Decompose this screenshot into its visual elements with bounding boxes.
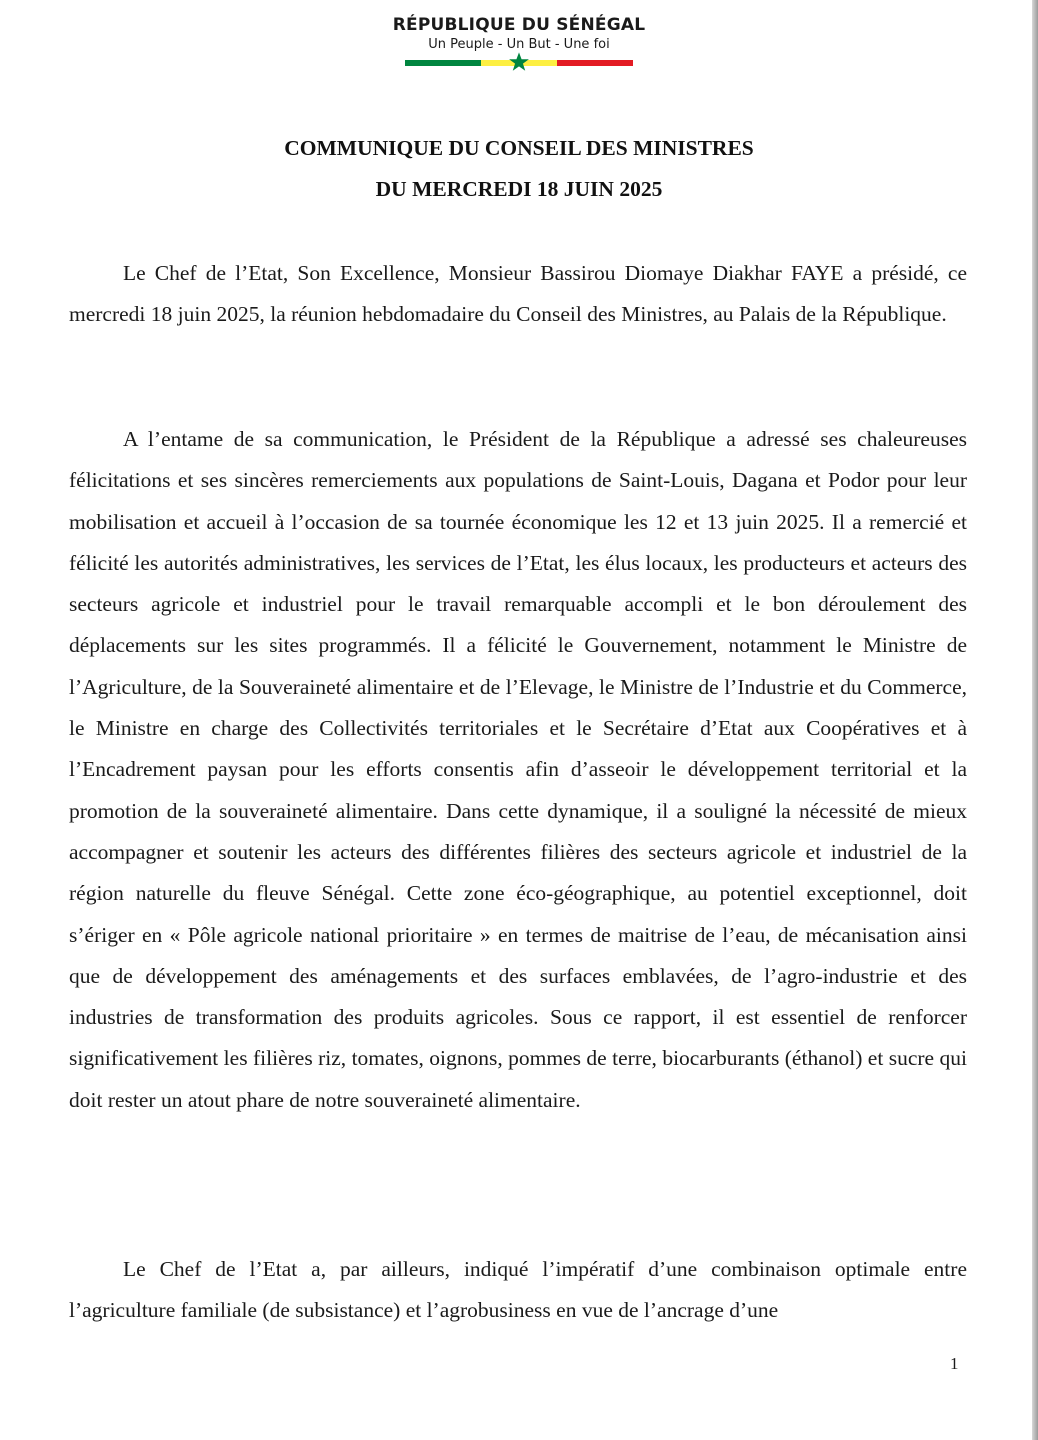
document-title: COMMUNIQUE DU CONSEIL DES MINISTRES (284, 136, 754, 160)
flag-stripe (405, 60, 633, 66)
star-icon (508, 51, 530, 73)
page-number: 1 (950, 1354, 959, 1373)
flag-red-segment (557, 60, 633, 66)
page-edge-shadow (1032, 0, 1038, 1440)
flag-green-segment (405, 60, 481, 66)
letterhead (0, 14, 1038, 66)
country-name: RÉPUBLIQUE DU SÉNÉGAL (392, 15, 646, 35)
document-subtitle: DU MERCREDI 18 JUIN 2025 (375, 177, 663, 201)
paragraph-text: Le Chef de l’Etat, Son Excellence, Monsieur Bassirou Diomaye Diakhar FAYE a présidé, ce mercredi 18 juin 2025, la réunion hebdomadaire du Conseil des Ministres, au Palais de la République. (69, 261, 967, 327)
body-paragraph (69, 253, 967, 336)
body-paragraph (69, 419, 967, 1121)
national-motto: Un Peuple - Un But - Une foi (428, 37, 610, 52)
paragraph-text: Le Chef de l’Etat a, par ailleurs, indiqué l’impératif d’une combinaison optimale entre l’agriculture familiale (de subsistance) et l’agrobusiness en vue de l’ancrage d’une (69, 1257, 967, 1323)
paragraph-text: A l’entame de sa communication, le Président de la République a adressé ses chaleureuses félicitations et ses sincères remerciements aux populations de Saint-Louis, Dagana et Podor pour leur mobilisation et accueil à l’occasion de sa tournée économique les 12 et 13 juin 2025. Il a remercié et félicité les autorités administratives, les services de l’Etat, les élus locaux, les producteurs et acteurs des secteurs agricole et industriel pour le travail remarquable accompli et le bon déroulement des déplacements sur les sites programmés. Il a félicité le Gouvernement, notamment le Ministre de l’Agriculture, de la Souveraineté alimentaire et de l’Elevage, le Ministre de l’Industrie et du Commerce, le Ministre en charge des Collectivités territoriales et le Secrétaire d’Etat aux Coopératives et à l’Encadrement paysan pour les efforts consentis afin d’asseoir le développement territorial et la promotion de la souveraineté alimentaire. Dans cette dynamique, il a souligné la nécessité de mieux accompagner et soutenir les acteurs des différentes filières des secteurs agricole et industriel de la région naturelle du fleuve Sénégal. Cette zone éco-géographique, au potentiel exceptionnel, doit s’ériger en « Pôle agricole national prioritaire » en termes de maitrise de l’eau, de mécanisation ainsi que de développement des aménagements et des surfaces emblavées, de l’agro-industrie et des industries de transformation des produits agricoles. Sous ce rapport, il est essentiel de renforcer significativement les filières riz, tomates, oignons, pommes de terre, biocarburants (éthanol) et sucre qui doit rester un atout phare de notre souveraineté alimentaire. (69, 427, 967, 1112)
body-paragraph (69, 1249, 967, 1332)
